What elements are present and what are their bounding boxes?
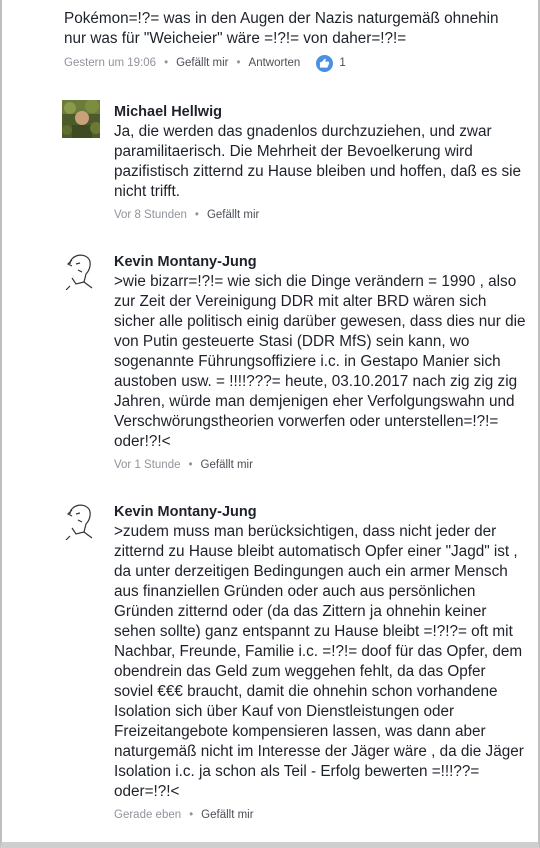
comment-body bbox=[114, 252, 526, 475]
sketch-face-avatar-icon[interactable] bbox=[62, 250, 100, 288]
comment-meta bbox=[114, 805, 526, 825]
comment-author[interactable]: Kevin Montany-Jung bbox=[114, 504, 257, 520]
comment-timestamp: Vor 8 Stunden bbox=[114, 209, 187, 221]
reply-link[interactable]: Antworten bbox=[248, 57, 301, 69]
comment-text: Ja, die werden das gnadenlos durchzuziehen, und zwar paramilitaerisch. Die Mehrheit der Bevoelkerung wird pazifistisch zitternd zu Hause bleiben und hoffen, daß es sie nicht trifft. bbox=[114, 123, 522, 200]
comment-body bbox=[114, 102, 526, 225]
comment-author[interactable]: Michael Hellwig bbox=[114, 104, 222, 120]
separator-dot: • bbox=[189, 809, 194, 821]
separator-dot: • bbox=[194, 209, 199, 221]
like-link[interactable]: Gefällt mir bbox=[206, 209, 260, 221]
comment-text-line-2: nur was für "Weicheier" wäre =!?!= von daher=!?!= bbox=[64, 30, 407, 47]
like-link[interactable]: Gefällt mir bbox=[200, 459, 253, 471]
thumbs-up-icon[interactable] bbox=[316, 55, 333, 72]
comment-timestamp: Vor 1 Stunde bbox=[114, 459, 181, 471]
comment-text-line-1: Pokémon=!?= was in den Augen der Nazis naturgemäß ohnehin bbox=[64, 10, 499, 27]
comment-timestamp: Gestern um 19:06 bbox=[64, 57, 157, 69]
comment-body bbox=[114, 502, 526, 825]
comment-meta bbox=[114, 455, 526, 475]
separator-dot: • bbox=[164, 57, 169, 69]
comment-top-partial bbox=[64, 0, 524, 73]
separator-dot: • bbox=[236, 57, 241, 69]
comment-timestamp: Gerade eben bbox=[114, 809, 182, 821]
comment-meta bbox=[114, 205, 526, 225]
like-link[interactable]: Gefällt mir bbox=[176, 57, 229, 69]
like-link[interactable]: Gefällt mir bbox=[201, 809, 254, 821]
separator-dot: • bbox=[188, 459, 193, 471]
comment-text: >zudem muss man berücksichtigen, dass nicht jeder der zitternd zu Hause bleibt automatisch Opfer einer "Jagd" ist , da unter derzeitigen Bedingungen auch ein armer Mensch aus finanziellen Gründen oder auch aus persönlichen Gründen zitternd oder (da das Zittern ja ohnehin keiner sehen sollte) ganz entspannt zu Hause bleibt =!?!?= oft mit Nachbar, Freunde, Familie i.c. =!?!= doof für das Opfer, dem obendrein das Geld zum weggehen fehlt, da das Opfer soviel €€€ braucht, damit die ohnehin schon vorhandene Isolation sich über Kauf von Dienstleistungen oder Freizeitangebote kompensieren lassen, was dann aber naturgemäß nicht im Interesse der Jäger wäre , da die Jäger Isolation i.c. ja schon als Teil - Erfolg bewerten =!!!??= oder=!?!< bbox=[114, 523, 524, 800]
comment-author[interactable]: Kevin Montany-Jung bbox=[114, 254, 257, 270]
photo-avatar-icon[interactable] bbox=[62, 100, 100, 138]
like-count: 1 bbox=[339, 57, 346, 69]
comment-text: >wie bizarr=!?!= wie sich die Dinge verändern = 1990 , also zur Zeit der Vereinigung DDR mit alter BRD wären sich sicher alle politisch einig darüber gewesen, dass dies nur die von Putin gesteuerte Stasi (DDR MfS) sein kann, wo sogenannte Führungsoffiziere i.c. in Gestapo Manier sich austoben usw. = !!!!???= heute, 03.10.2017 nach zig zig zig Jahren, würde man demjenigen eher Verfolgungswahn und Verschwörungstheorien vorwerfen oder unterstellen=!?!= oder!?!< bbox=[114, 273, 526, 450]
sketch-face-avatar-icon[interactable] bbox=[62, 500, 100, 538]
comment-meta bbox=[64, 53, 524, 73]
